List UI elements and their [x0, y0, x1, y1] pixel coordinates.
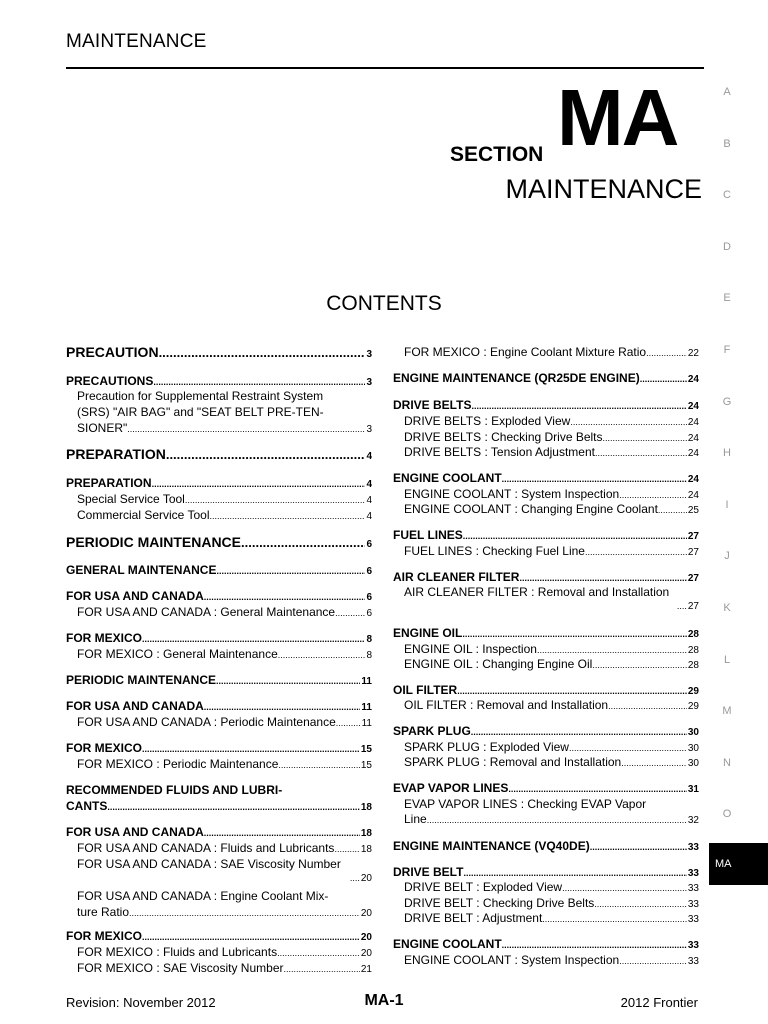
toc-entry-page: 18: [360, 828, 372, 839]
toc-entry-page: 6: [366, 608, 372, 619]
dot-leader: [127, 424, 365, 434]
toc-entry-page: 29: [687, 686, 699, 697]
toc-entry-label: EVAP VAPOR LINES : Checking EVAP Vapor: [404, 797, 647, 811]
toc-entry[interactable]: [393, 544, 699, 558]
toc-entry-label: PREPARATION: [66, 476, 152, 490]
toc-entry-label: SIONER": [77, 421, 128, 435]
toc-entry[interactable]: [393, 528, 699, 542]
toc-entry[interactable]: [66, 589, 372, 603]
toc-entry-page: 30: [687, 743, 699, 754]
dot-leader: [542, 914, 687, 924]
side-tab-b[interactable]: B: [723, 137, 731, 150]
dot-leader: ....: [349, 873, 360, 883]
toc-entry[interactable]: [393, 781, 699, 795]
dot-leader: [608, 701, 687, 711]
dot-leader: [336, 718, 361, 728]
dot-leader: [640, 374, 687, 384]
toc-entry-page: 4: [366, 451, 372, 462]
side-tab-i[interactable]: I: [725, 498, 729, 511]
toc-entry-page: 30: [687, 758, 699, 769]
dot-leader: [216, 676, 360, 686]
toc-entry-page: 3: [366, 424, 372, 435]
active-section-tab[interactable]: MA: [709, 843, 768, 885]
toc-entry[interactable]: [66, 929, 372, 943]
toc-entry-label: PERIODIC MAINTENANCE: [66, 673, 217, 687]
dot-leader: [185, 495, 366, 505]
toc-entry-label: ENGINE COOLANT: [393, 471, 502, 485]
footer-page-id: MA-1: [364, 992, 404, 1009]
toc-entry[interactable]: [393, 839, 699, 853]
toc-entry[interactable]: [393, 345, 699, 359]
dot-leader: [471, 727, 687, 737]
dot-leader: [457, 686, 687, 696]
toc-entry-page: 24: [687, 474, 699, 485]
toc-entry[interactable]: [66, 873, 372, 884]
toc-entry-page: 28: [687, 645, 699, 656]
toc-entry: [66, 389, 372, 403]
toc-entry-page: 11: [361, 676, 372, 687]
toc-entry[interactable]: [393, 445, 699, 459]
toc-entry[interactable]: [393, 642, 699, 656]
side-tab-n[interactable]: N: [723, 756, 731, 769]
dot-leader: [335, 608, 365, 618]
toc-entry[interactable]: [66, 344, 372, 360]
side-tab-index: [712, 86, 742, 860]
toc-entry[interactable]: [393, 911, 699, 925]
toc-entry-page: 33: [687, 956, 699, 967]
dot-leader: [166, 447, 366, 462]
toc-entry-label: EVAP VAPOR LINES: [393, 781, 509, 795]
toc-entry-label: DRIVE BELTS: [393, 398, 472, 412]
toc-entry[interactable]: [66, 446, 372, 462]
toc-entry-label: AIR CLEANER FILTER : Removal and Installation: [404, 585, 670, 599]
dot-leader: [277, 948, 360, 958]
toc-entry-page: 24: [687, 374, 699, 385]
side-tab-a[interactable]: A: [723, 86, 731, 98]
side-tab-c[interactable]: C: [723, 189, 731, 202]
toc-entry-label: ENGINE OIL: [393, 626, 463, 640]
toc-entry[interactable]: [393, 865, 699, 879]
dot-leader: [621, 758, 687, 768]
section-code: MA: [557, 73, 678, 162]
dot-leader: [502, 940, 687, 950]
dot-leader: [142, 634, 365, 644]
dot-leader: [619, 490, 687, 500]
toc-entry-label: FOR USA AND CANADA : SAE Viscosity Number: [77, 857, 341, 871]
toc-entry-label: SPARK PLUG : Exploded View: [404, 740, 569, 754]
toc-entry-label: FOR MEXICO : Periodic Maintenance: [77, 757, 279, 771]
toc-entry-label: FOR MEXICO: [66, 741, 143, 755]
toc-entry-page: 24: [687, 490, 699, 501]
toc-entry[interactable]: [393, 601, 699, 612]
toc-entry-page: 30: [687, 727, 699, 738]
dot-leader: [594, 899, 687, 909]
toc-entry[interactable]: [66, 476, 372, 490]
toc-entry-page: 32: [687, 815, 699, 826]
dot-leader: [658, 505, 687, 515]
toc-entry-page: 33: [687, 914, 699, 925]
toc-entry[interactable]: [393, 755, 699, 769]
toc-entry[interactable]: [66, 492, 372, 506]
dot-leader: [502, 474, 687, 484]
dot-leader: [204, 592, 366, 602]
toc-entry[interactable]: [393, 398, 699, 412]
toc-entry[interactable]: [66, 563, 372, 577]
toc-entry-label: PERIODIC MAINTENANCE: [66, 534, 242, 550]
dot-leader: [152, 479, 366, 489]
dot-leader: [210, 511, 366, 521]
toc-entry-page: 6: [366, 592, 372, 603]
toc-entry-label: FOR USA AND CANADA : Engine Coolant Mix-: [77, 889, 329, 903]
section-word: SECTION: [450, 143, 544, 166]
toc-entry[interactable]: [66, 825, 372, 839]
toc-entry[interactable]: [66, 799, 372, 813]
toc-entry-page: 33: [687, 940, 699, 951]
toc-entry-label: OIL FILTER : Removal and Installation: [404, 698, 609, 712]
toc-entry[interactable]: [393, 657, 699, 671]
toc-entry: [66, 405, 372, 419]
toc-entry[interactable]: [393, 896, 699, 910]
toc-entry-label: ENGINE OIL : Inspection: [404, 642, 537, 656]
toc-entry[interactable]: [66, 673, 372, 687]
side-tab-o[interactable]: O: [722, 808, 732, 821]
toc-entry[interactable]: [393, 430, 699, 444]
toc-entry-label: Precaution for Supplemental Restraint System: [77, 389, 324, 403]
toc-entry[interactable]: [66, 945, 372, 959]
toc-entry[interactable]: [66, 757, 372, 771]
toc-entry-page: 6: [366, 566, 372, 577]
toc-entry[interactable]: [66, 647, 372, 661]
toc-entry-label: ENGINE COOLANT : System Inspection: [404, 487, 620, 501]
toc-entry-label: DRIVE BELT : Exploded View: [404, 880, 563, 894]
dot-leader: [241, 535, 365, 550]
dot-leader: [129, 908, 360, 918]
toc-entry-page: 18: [360, 802, 372, 813]
toc-entry[interactable]: [393, 740, 699, 754]
toc-entry-label: FOR MEXICO : SAE Viscosity Number: [77, 961, 284, 975]
dot-leader: [278, 760, 359, 770]
dot-leader: [471, 401, 686, 411]
toc-entry-page: 33: [687, 842, 699, 853]
toc-entry-label: FUEL LINES : Checking Fuel Line: [404, 544, 585, 558]
toc-entry-label: ENGINE COOLANT : System Inspection: [404, 953, 620, 967]
dot-leader: [603, 433, 687, 443]
toc-entry-label: FOR USA AND CANADA: [66, 699, 204, 713]
side-tab-l[interactable]: L: [723, 653, 731, 666]
toc-entry-page: 15: [360, 744, 372, 755]
dot-leader: [427, 815, 687, 825]
toc-entry-label: FUEL LINES: [393, 528, 463, 542]
dot-leader: [204, 702, 361, 712]
toc-entry[interactable]: [66, 605, 372, 619]
toc-entry-label: SPARK PLUG : Removal and Installation: [404, 755, 622, 769]
toc-entry[interactable]: [393, 414, 699, 428]
toc-entry-page: 21: [360, 964, 372, 975]
toc-entry-page: 11: [361, 702, 372, 713]
toc-entry-page: 33: [687, 868, 699, 879]
dot-leader: [585, 547, 687, 557]
dot-leader: [284, 964, 360, 974]
dot-leader: [463, 531, 687, 541]
dot-leader: [569, 743, 687, 753]
dot-leader: [519, 573, 686, 583]
toc-entry-page: 15: [360, 760, 372, 771]
toc-entry-page: 6: [366, 539, 372, 550]
side-tab-f[interactable]: F: [723, 343, 731, 356]
toc-entry-page: 33: [687, 883, 699, 894]
toc-entry-page: 24: [687, 448, 699, 459]
dot-leader: [562, 883, 687, 893]
toc-entry[interactable]: [66, 715, 372, 729]
toc-entry-page: 18: [360, 844, 372, 855]
toc-entry-label: OIL FILTER: [393, 683, 458, 697]
dot-leader: [619, 956, 687, 966]
toc-entry-label: GENERAL MAINTENANCE: [66, 563, 217, 577]
dot-leader: [216, 566, 365, 576]
toc-entry-label: ENGINE MAINTENANCE (QR25DE ENGINE): [393, 371, 640, 385]
toc-entry-page: 8: [366, 650, 372, 661]
toc-entry[interactable]: [66, 421, 372, 435]
toc-entry-label: FOR USA AND CANADA : Fluids and Lubricants: [77, 841, 335, 855]
toc-entry-page: 22: [687, 348, 699, 359]
toc-entry-label: FOR USA AND CANADA : Periodic Maintenance: [77, 715, 336, 729]
toc-entry[interactable]: [393, 937, 699, 951]
toc-entry-page: 24: [687, 433, 699, 444]
toc-entry-page: 3: [366, 349, 372, 360]
toc-entry[interactable]: [66, 741, 372, 755]
toc-entry-page: 28: [687, 660, 699, 671]
side-tab-e[interactable]: E: [723, 292, 731, 305]
side-tab-g[interactable]: G: [722, 395, 732, 408]
toc-entry-label: ENGINE MAINTENANCE (VQ40DE): [393, 839, 590, 853]
toc-entry[interactable]: [393, 502, 699, 516]
toc-entry-label: DRIVE BELTS : Exploded View: [404, 414, 571, 428]
dot-leader: [646, 348, 687, 358]
toc-entry[interactable]: [66, 508, 372, 522]
dot-leader: [142, 932, 360, 942]
toc-entry: [393, 797, 699, 811]
toc-entry[interactable]: [66, 631, 372, 645]
toc-entry-page: 25: [687, 505, 699, 516]
footer-revision: Revision: November 2012: [66, 995, 216, 1010]
toc-entry-page: 20: [360, 873, 372, 884]
header-rule: [66, 67, 704, 69]
toc-entry[interactable]: [393, 471, 699, 485]
side-tab-k[interactable]: K: [723, 601, 731, 614]
toc-entry[interactable]: [393, 953, 699, 967]
toc-entry-page: 24: [687, 401, 699, 412]
toc-entry[interactable]: [393, 880, 699, 894]
toc-entry-label: FOR USA AND CANADA: [66, 825, 204, 839]
toc-entry-label: DRIVE BELT: [393, 865, 464, 879]
toc-entry[interactable]: [66, 905, 372, 919]
toc-entry[interactable]: [393, 371, 699, 385]
dot-leader: [107, 802, 360, 812]
dot-leader: [159, 345, 366, 360]
toc-entry-label: AIR CLEANER FILTER: [393, 570, 520, 584]
toc-entry-label: PREPARATION: [66, 446, 166, 462]
toc-entry-page: 27: [687, 573, 699, 584]
toc-entry-page: 11: [361, 718, 372, 729]
dot-leader: [153, 377, 365, 387]
dot-leader: [592, 660, 687, 670]
dot-leader: [204, 828, 360, 838]
footer-model: 2012 Frontier: [620, 995, 698, 1010]
side-tab-m[interactable]: M: [722, 705, 732, 718]
toc-entry[interactable]: [393, 683, 699, 697]
toc-entry-page: 29: [687, 701, 699, 712]
running-header: MAINTENANCE: [66, 31, 207, 52]
toc-entry-page: 20: [360, 932, 372, 943]
dot-leader: ....: [676, 601, 687, 611]
toc-entry[interactable]: [393, 812, 699, 826]
toc-entry[interactable]: [393, 626, 699, 640]
toc-entry-label: ENGINE COOLANT : Changing Engine Coolant: [404, 502, 658, 516]
dot-leader: [278, 650, 366, 660]
toc-entry[interactable]: [66, 534, 372, 550]
toc-entry[interactable]: [393, 724, 699, 738]
toc-entry-label: PRECAUTIONS: [66, 374, 154, 388]
toc-entry-label: FOR MEXICO: [66, 631, 143, 645]
toc-entry-label: DRIVE BELTS : Tension Adjustment: [404, 445, 595, 459]
toc-entry-label: PRECAUTION: [66, 344, 159, 360]
dot-leader: [462, 629, 687, 639]
toc-entry: [393, 585, 699, 599]
toc-entry-label: ENGINE COOLANT: [393, 937, 502, 951]
toc-entry[interactable]: [393, 698, 699, 712]
toc-entry-label: FOR MEXICO : Fluids and Lubricants: [77, 945, 278, 959]
toc-entry: [66, 889, 372, 903]
toc-entry-label: FOR USA AND CANADA: [66, 589, 204, 603]
toc-entry[interactable]: [393, 487, 699, 501]
dot-leader: [463, 868, 686, 878]
dot-leader: [590, 842, 687, 852]
toc-entry-page: 4: [366, 495, 372, 506]
toc-entry-label: CANTS: [66, 799, 108, 813]
toc-entry-label: DRIVE BELT : Checking Drive Belts: [404, 896, 595, 910]
side-tab-j[interactable]: J: [724, 550, 730, 563]
toc-entry-label: (SRS) "AIR BAG" and "SEAT BELT PRE-TEN-: [77, 405, 324, 419]
toc-entry-page: 27: [687, 531, 699, 542]
toc-entry-label: Commercial Service Tool: [77, 508, 210, 522]
toc-entry-page: 24: [687, 417, 699, 428]
side-tab-d[interactable]: D: [723, 240, 731, 253]
toc-entry-label: DRIVE BELTS : Checking Drive Belts: [404, 430, 603, 444]
toc-entry[interactable]: [66, 961, 372, 975]
dot-leader: [537, 645, 687, 655]
toc-entry-label: SPARK PLUG: [393, 724, 471, 738]
dot-leader: [334, 844, 359, 854]
toc-entry[interactable]: [66, 841, 372, 855]
side-tab-h[interactable]: H: [723, 447, 731, 460]
toc-entry-page: 28: [687, 629, 699, 640]
dot-leader: [142, 744, 360, 754]
toc-entry-page: 3: [366, 377, 372, 388]
toc-entry-label: DRIVE BELT : Adjustment: [404, 911, 543, 925]
toc-entry-page: 33: [687, 899, 699, 910]
toc-entry[interactable]: [393, 570, 699, 584]
toc-entry-label: ENGINE OIL : Changing Engine Oil: [404, 657, 593, 671]
toc-entry-label: Line: [404, 812, 427, 826]
toc-entry-page: 4: [366, 479, 372, 490]
dot-leader: [595, 448, 687, 458]
toc-entry-label: FOR MEXICO: [66, 929, 143, 943]
toc-entry-label: RECOMMENDED FLUIDS AND LUBRI-: [66, 783, 283, 797]
toc-entry-page: 27: [687, 547, 699, 558]
toc-entry-page: 20: [360, 948, 372, 959]
toc-entry-page: 27: [687, 601, 699, 612]
toc-entry-label: Special Service Tool: [77, 492, 185, 506]
toc-entry-page: 8: [366, 634, 372, 645]
toc-entry: [66, 857, 372, 871]
toc-entry-label: FOR MEXICO : Engine Coolant Mixture Ratio: [404, 345, 647, 359]
dot-leader: [570, 417, 687, 427]
toc-entry[interactable]: [66, 699, 372, 713]
dot-leader: [508, 784, 687, 794]
toc-entry-page: 20: [360, 908, 372, 919]
toc-entry-label: FOR MEXICO : General Maintenance: [77, 647, 278, 661]
section-title: MAINTENANCE: [505, 174, 702, 204]
contents-heading: CONTENTS: [326, 292, 442, 315]
toc-entry-label: ture Ratio: [77, 905, 130, 919]
toc-entry[interactable]: [66, 374, 372, 388]
toc-entry: [66, 783, 372, 797]
toc-entry-label: FOR USA AND CANADA : General Maintenance: [77, 605, 336, 619]
toc-entry-page: 31: [687, 784, 699, 795]
toc-entry-page: 4: [366, 511, 372, 522]
